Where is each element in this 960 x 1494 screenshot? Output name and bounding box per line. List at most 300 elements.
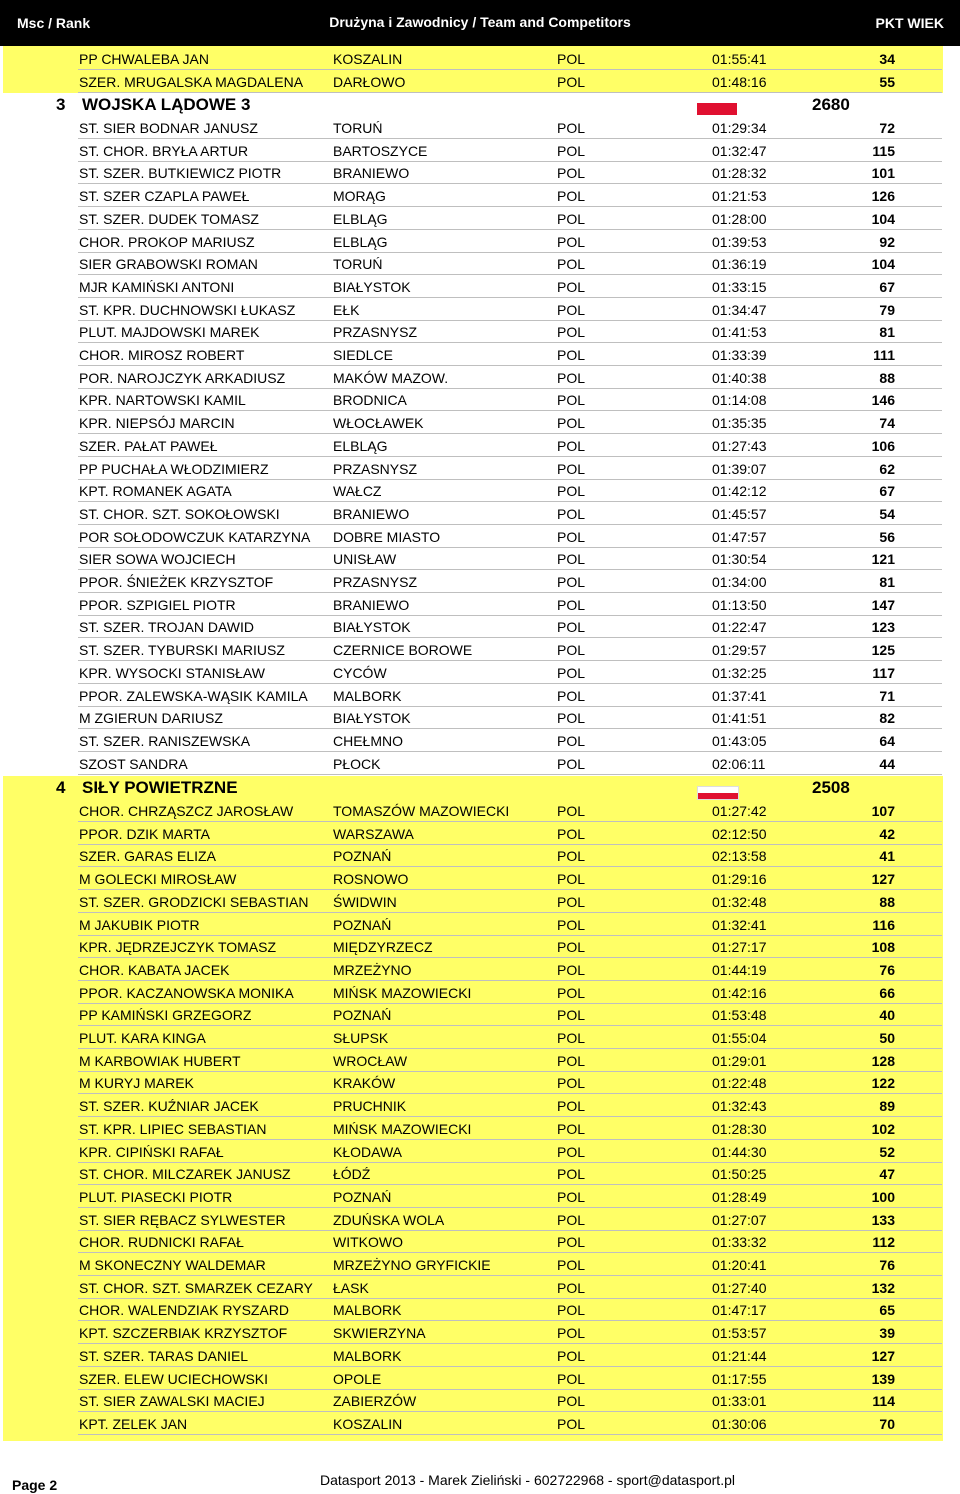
table-row	[0, 161, 960, 184]
competitor-nationality: POL	[557, 1302, 586, 1319]
table-row	[0, 1230, 960, 1253]
competitor-nationality: POL	[557, 142, 586, 159]
competitor-points: 34	[879, 51, 895, 67]
team-name: WOJSKA LĄDOWE 3	[82, 95, 251, 114]
competitor-city: ZABIERZÓW	[333, 1393, 417, 1410]
table-row	[0, 570, 960, 593]
table-row	[0, 388, 960, 411]
competitor-nationality: POL	[557, 437, 586, 454]
table-row	[0, 502, 960, 525]
competitor-name: PPOR. SZPIGIEL PIOTR	[79, 596, 236, 613]
table-row	[0, 1367, 960, 1390]
table-row	[0, 70, 960, 93]
competitor-time: 01:32:43	[712, 1098, 767, 1115]
competitor-time: 01:32:47	[712, 142, 767, 159]
competitor-city: SKWIERZYNA	[333, 1325, 426, 1342]
table-row	[0, 1412, 960, 1435]
competitor-nationality: POL	[557, 893, 586, 910]
competitor-city: POZNAŃ	[333, 848, 392, 865]
competitor-time: 01:34:47	[712, 301, 767, 318]
competitor-time: 01:32:48	[712, 893, 767, 910]
table-row	[0, 1276, 960, 1299]
competitor-points: 114	[872, 1393, 895, 1410]
competitor-time: 01:29:57	[712, 642, 767, 659]
competitor-points: 70	[879, 1415, 895, 1432]
table-row	[0, 981, 960, 1004]
competitor-points: 67	[879, 483, 895, 500]
competitor-name: PPOR. ZALEWSKA-WĄSIK KAMILA	[79, 687, 308, 704]
competitor-nationality: POL	[557, 687, 586, 704]
competitor-points: 76	[879, 1257, 895, 1273]
competitor-time: 01:32:25	[712, 664, 767, 681]
competitor-nationality: POL	[557, 1098, 586, 1115]
competitor-city: TORUŃ	[333, 120, 383, 136]
competitor-name: POR SOŁODOWCZUK KATARZYNA	[79, 528, 311, 545]
competitor-city: KŁODAWA	[333, 1143, 402, 1160]
competitor-name: ST. SIER RĘBACZ SYLWESTER	[79, 1211, 286, 1228]
competitor-name: SZOST SANDRA	[79, 755, 188, 772]
competitor-name: PP KAMIŃSKI GRZEGORZ	[79, 1007, 252, 1024]
competitor-points: 101	[871, 165, 895, 182]
competitor-time: 01:55:04	[712, 1030, 767, 1046]
competitor-nationality: POL	[557, 1347, 586, 1364]
table-row	[0, 1253, 960, 1276]
competitor-points: 62	[879, 460, 895, 477]
competitor-nationality: POL	[557, 188, 586, 205]
competitor-points: 112	[872, 1234, 895, 1251]
competitor-points: 117	[872, 664, 895, 681]
table-row	[0, 1162, 960, 1185]
competitor-nationality: POL	[557, 755, 586, 772]
table-row	[0, 1071, 960, 1094]
competitor-points: 128	[871, 1052, 895, 1069]
competitor-city: MALBORK	[333, 1302, 402, 1319]
competitor-city: OPOLE	[333, 1370, 382, 1387]
competitor-city: BIAŁYSTOK	[333, 619, 411, 636]
competitor-city: KRAKÓW	[333, 1075, 396, 1092]
competitor-time: 01:33:15	[712, 278, 767, 295]
competitor-nationality: POL	[557, 916, 586, 933]
team-header	[0, 776, 960, 800]
competitor-city: CHEŁMNO	[333, 732, 404, 749]
competitor-time: 01:41:53	[712, 324, 767, 341]
competitor-time: 01:42:16	[712, 984, 767, 1001]
competitor-city: WARSZAWA	[333, 825, 414, 842]
table-row	[0, 1344, 960, 1367]
competitor-name: KPR. NARTOWSKI KAMIL	[79, 392, 246, 409]
competitor-name: ST. SZER. TYBURSKI MARIUSZ	[79, 642, 285, 659]
competitor-city: KOSZALIN	[333, 51, 403, 67]
table-row	[0, 1026, 960, 1049]
table-row	[0, 275, 960, 298]
competitor-name: CHOR. CHRZĄSZCZ JAROSŁAW	[79, 803, 294, 819]
competitor-nationality: POL	[557, 392, 586, 409]
competitor-city: BIAŁYSTOK	[333, 278, 411, 295]
competitor-points: 82	[879, 710, 895, 727]
competitor-city: BRODNICA	[333, 392, 407, 409]
table-row	[0, 207, 960, 230]
table-row	[0, 684, 960, 707]
competitor-city: UNISŁAW	[333, 551, 397, 568]
competitor-time: 01:13:50	[712, 596, 767, 613]
flag-icon	[697, 786, 739, 800]
competitor-time: 01:17:55	[712, 1370, 767, 1387]
competitor-city: MRZEŻYNO GRYFICKIE	[333, 1257, 491, 1273]
competitor-nationality: POL	[557, 505, 586, 522]
competitor-city: ELBLĄG	[333, 233, 388, 250]
competitor-time: 01:21:53	[712, 188, 767, 205]
competitor-nationality: POL	[557, 1143, 586, 1160]
competitor-nationality: POL	[557, 871, 586, 888]
table-row	[0, 479, 960, 502]
table-row	[0, 1117, 960, 1140]
competitor-nationality: POL	[557, 551, 586, 568]
table-row	[0, 1389, 960, 1412]
competitor-time: 01:27:07	[712, 1211, 767, 1228]
competitor-time: 01:36:19	[712, 256, 767, 273]
competitor-nationality: POL	[557, 1007, 586, 1024]
competitor-nationality: POL	[557, 1052, 586, 1069]
table-row	[0, 958, 960, 981]
competitor-nationality: POL	[557, 483, 586, 500]
competitor-city: CZERNICE BOROWE	[333, 642, 473, 659]
competitor-name: PLUT. MAJDOWSKI MAREK	[79, 324, 260, 341]
competitor-points: 106	[871, 437, 895, 454]
competitor-city: WITKOWO	[333, 1234, 403, 1251]
competitor-city: MIĘDZYRZECZ	[333, 939, 433, 956]
competitor-time: 01:43:05	[712, 732, 767, 749]
footer-credits: Datasport 2013 - Marek Zieliński - 602722968 - sport@datasport.pl	[320, 1472, 735, 1488]
competitor-points: 126	[871, 188, 895, 205]
competitor-points: 74	[879, 415, 895, 432]
competitor-time: 01:29:34	[712, 120, 767, 136]
competitor-name: KPR. WYSOCKI STANISŁAW	[79, 664, 265, 681]
competitor-time: 01:21:44	[712, 1347, 767, 1364]
table-row	[0, 890, 960, 913]
competitor-nationality: POL	[557, 596, 586, 613]
table-row	[0, 1185, 960, 1208]
competitor-name: M KARBOWIAK HUBERT	[79, 1052, 241, 1069]
competitor-name: PP CHWALEBA JAN	[79, 51, 209, 67]
competitor-city: MIŃSK MAZOWIECKI	[333, 984, 472, 1001]
competitor-nationality: POL	[557, 301, 586, 318]
competitor-city: WROCŁAW	[333, 1052, 408, 1069]
competitor-name: ST. SZER CZAPLA PAWEŁ	[79, 188, 250, 205]
competitor-nationality: POL	[557, 1370, 586, 1387]
table-row	[0, 47, 960, 70]
competitor-name: KPT. ROMANEK AGATA	[79, 483, 232, 500]
competitor-points: 76	[879, 961, 895, 978]
table-row	[0, 752, 960, 775]
competitor-city: CYCÓW	[333, 664, 387, 681]
table-row	[0, 638, 960, 661]
competitor-points: 40	[879, 1007, 895, 1024]
competitor-city: BRANIEWO	[333, 165, 410, 182]
competitor-points: 133	[871, 1211, 895, 1228]
competitor-time: 01:27:43	[712, 437, 767, 454]
competitor-name: POR. NAROJCZYK ARKADIUSZ	[79, 369, 286, 386]
competitor-city: BRANIEWO	[333, 596, 410, 613]
competitor-points: 107	[871, 803, 895, 819]
competitor-points: 88	[879, 369, 895, 386]
competitor-points: 64	[879, 732, 895, 749]
competitor-name: SZER. GARAS ELIZA	[79, 848, 216, 865]
competitor-nationality: POL	[557, 1075, 586, 1092]
row-divider	[78, 774, 942, 775]
competitor-time: 01:41:51	[712, 710, 767, 727]
page-title: Drużyna i Zawodnicy / Team and Competitors	[329, 14, 631, 30]
table-row	[0, 706, 960, 729]
competitor-time: 01:47:57	[712, 528, 767, 545]
table-row	[0, 913, 960, 936]
competitor-name: ST. KPR. DUCHNOWSKI ŁUKASZ	[79, 301, 296, 318]
competitor-name: M KURYJ MAREK	[79, 1075, 194, 1092]
table-row	[0, 343, 960, 366]
competitor-points: 72	[879, 120, 895, 136]
competitor-time: 01:39:53	[712, 233, 767, 250]
competitor-points: 102	[871, 1120, 895, 1137]
competitor-points: 56	[879, 528, 895, 545]
competitor-time: 02:06:11	[712, 755, 766, 772]
team-score: 2680	[812, 95, 850, 114]
table-row	[0, 799, 960, 822]
competitor-name: CHOR. PROKOP MARIUSZ	[79, 233, 255, 250]
competitor-name: PPOR. KACZANOWSKA MONIKA	[79, 984, 294, 1001]
competitor-nationality: POL	[557, 803, 586, 819]
competitor-points: 122	[871, 1075, 895, 1092]
competitor-name: ST. CHOR. SZT. SOKOŁOWSKI	[79, 505, 280, 522]
competitor-name: SZER. MRUGALSKA MAGDALENA	[79, 73, 304, 90]
competitor-city: PŁOCK	[333, 755, 381, 772]
competitor-points: 65	[879, 1302, 895, 1319]
competitor-time: 01:27:40	[712, 1279, 767, 1296]
competitor-city: MALBORK	[333, 1347, 402, 1364]
competitor-city: TORUŃ	[333, 256, 383, 273]
competitor-nationality: POL	[557, 825, 586, 842]
competitor-time: 02:12:50	[712, 825, 767, 842]
competitor-nationality: POL	[557, 460, 586, 477]
competitor-nationality: POL	[557, 984, 586, 1001]
competitor-nationality: POL	[557, 619, 586, 636]
competitor-name: ST. SZER. KUŹNIAR JACEK	[79, 1098, 259, 1115]
competitor-name: SIER GRABOWSKI ROMAN	[79, 256, 258, 273]
competitor-name: ST. SZER. TROJAN DAWID	[79, 619, 255, 636]
competitor-points: 115	[872, 142, 895, 159]
competitor-time: 01:33:01	[712, 1393, 767, 1410]
competitor-points: 71	[879, 687, 895, 704]
competitor-nationality: POL	[557, 664, 586, 681]
competitor-name: KPR. JĘDRZEJCZYK TOMASZ	[79, 939, 277, 956]
competitor-name: PLUT. KARA KINGA	[79, 1030, 206, 1046]
competitor-city: ŁASK	[333, 1279, 369, 1296]
rank-column-header: Msc / Rank	[17, 15, 91, 31]
competitor-points: 67	[879, 278, 895, 295]
competitor-name: ST. SZER. TARAS DANIEL	[79, 1347, 249, 1364]
competitor-city: EŁK	[333, 301, 360, 318]
competitor-nationality: POL	[557, 710, 586, 727]
competitor-time: 01:28:30	[712, 1120, 767, 1137]
competitor-points: 111	[873, 347, 895, 363]
competitor-points: 55	[879, 73, 895, 90]
table-row	[0, 1094, 960, 1117]
competitor-city: MALBORK	[333, 687, 402, 704]
table-row	[0, 729, 960, 752]
competitor-time: 01:29:16	[712, 871, 767, 888]
competitor-time: 01:28:49	[712, 1188, 767, 1205]
competitor-points: 42	[879, 825, 895, 842]
competitor-name: CHOR. RUDNICKI RAFAŁ	[79, 1234, 244, 1251]
competitor-time: 01:30:54	[712, 551, 767, 568]
competitor-points: 108	[871, 939, 895, 956]
competitor-time: 01:53:48	[712, 1007, 767, 1024]
table-row	[0, 411, 960, 434]
competitor-time: 01:42:12	[712, 483, 767, 500]
competitor-name: ST. SIER BODNAR JANUSZ	[79, 120, 258, 136]
table-row	[0, 661, 960, 684]
table-row	[0, 320, 960, 343]
page-header	[0, 0, 960, 46]
table-row	[0, 1298, 960, 1321]
table-row	[0, 1140, 960, 1163]
competitor-name: CHOR. MIROSZ ROBERT	[79, 347, 245, 363]
competitor-nationality: POL	[557, 233, 586, 250]
competitor-points: 116	[872, 916, 895, 933]
competitor-name: M SKONECZNY WALDEMAR	[79, 1257, 266, 1273]
competitor-time: 01:14:08	[712, 392, 767, 409]
competitor-time: 01:22:48	[712, 1075, 767, 1092]
team-header	[0, 93, 960, 117]
competitor-points: 104	[871, 256, 895, 273]
competitor-time: 01:27:17	[712, 939, 767, 956]
competitor-points: 41	[879, 848, 895, 865]
row-divider	[78, 1434, 942, 1435]
competitor-city: BRANIEWO	[333, 505, 410, 522]
competitor-time: 01:48:16	[712, 73, 767, 90]
competitor-city: PRZASNYSZ	[333, 460, 418, 477]
competitor-city: MAKÓW MAZOW.	[333, 369, 449, 386]
competitor-name: PLUT. PIASECKI PIOTR	[79, 1188, 233, 1205]
competitor-time: 01:28:00	[712, 210, 767, 227]
team-rank: 3	[56, 95, 66, 114]
competitor-name: SZER. PAŁAT PAWEŁ	[79, 437, 218, 454]
competitor-nationality: POL	[557, 1279, 586, 1296]
competitor-points: 123	[871, 619, 895, 636]
competitor-nationality: POL	[557, 347, 586, 363]
competitor-nationality: POL	[557, 1188, 586, 1205]
competitor-name: ST. CHOR. BRYŁA ARTUR	[79, 142, 249, 159]
table-row	[0, 935, 960, 958]
table-row	[0, 184, 960, 207]
competitor-nationality: POL	[557, 939, 586, 956]
competitor-nationality: POL	[557, 51, 586, 67]
competitor-points: 127	[871, 1347, 895, 1364]
table-row	[0, 547, 960, 570]
competitor-name: PPOR. DZIK MARTA	[79, 825, 210, 842]
competitor-city: POZNAŃ	[333, 916, 392, 933]
competitor-city: ŁÓDŹ	[333, 1166, 371, 1183]
competitor-city: MRZEŻYNO	[333, 961, 412, 978]
competitor-city: DOBRE MIASTO	[333, 528, 441, 545]
competitor-points: 92	[879, 233, 895, 250]
competitor-city: BIAŁYSTOK	[333, 710, 411, 727]
competitor-nationality: POL	[557, 415, 586, 432]
competitor-name: PP PUCHAŁA WŁODZIMIERZ	[79, 460, 269, 477]
competitor-city: DARŁOWO	[333, 73, 406, 90]
table-row	[0, 366, 960, 389]
competitor-name: ST. KPR. LIPIEC SEBASTIAN	[79, 1120, 267, 1137]
table-row	[0, 457, 960, 480]
competitor-name: M ZGIERUN DARIUSZ	[79, 710, 223, 727]
competitor-city: POZNAŃ	[333, 1188, 392, 1205]
competitor-city: SIEDLCE	[333, 347, 393, 363]
competitor-city: BARTOSZYCE	[333, 142, 428, 159]
competitor-points: 127	[871, 871, 895, 888]
competitor-time: 01:30:06	[712, 1415, 767, 1432]
competitor-name: SIER SOWA WOJCIECH	[79, 551, 236, 568]
competitor-nationality: POL	[557, 120, 586, 136]
competitor-city: PRZASNYSZ	[333, 324, 418, 341]
competitor-name: KPR. NIEPSÓJ MARCIN	[79, 415, 235, 432]
competitor-points: 39	[879, 1325, 895, 1342]
table-row	[0, 525, 960, 548]
competitor-name: CHOR. WALENDZIAK RYSZARD	[79, 1302, 290, 1319]
team-name: SIŁY POWIETRZNE	[82, 778, 238, 797]
competitor-time: 01:33:32	[712, 1234, 767, 1251]
competitor-city: PRZASNYSZ	[333, 574, 418, 590]
competitor-points: 50	[879, 1030, 895, 1046]
competitor-name: ST. CHOR. SZT. SMARZEK CEZARY	[79, 1279, 313, 1296]
competitor-name: KPT. ZELEK JAN	[79, 1415, 188, 1432]
table-row	[0, 116, 960, 139]
competitor-city: ZDUŃSKA WOLA	[333, 1211, 445, 1228]
points-column-header: PKT WIEK	[875, 15, 944, 31]
flag-icon	[697, 103, 737, 115]
competitor-time: 01:45:57	[712, 505, 767, 522]
competitor-points: 81	[879, 324, 895, 341]
team-score: 2508	[812, 778, 850, 797]
table-row	[0, 822, 960, 845]
competitor-nationality: POL	[557, 165, 586, 182]
competitor-time: 01:27:42	[712, 803, 767, 819]
competitor-nationality: POL	[557, 1030, 586, 1046]
competitor-time: 01:53:57	[712, 1325, 767, 1342]
competitor-nationality: POL	[557, 848, 586, 865]
competitor-city: WAŁCZ	[333, 483, 382, 500]
competitor-time: 01:28:32	[712, 165, 767, 182]
competitor-name: PPOR. ŚNIEŻEK KRZYSZTOF	[79, 574, 274, 590]
competitor-points: 88	[879, 893, 895, 910]
competitor-time: 02:13:58	[712, 848, 767, 865]
table-row	[0, 230, 960, 253]
competitor-points: 121	[871, 551, 895, 568]
competitor-nationality: POL	[557, 1415, 586, 1432]
competitor-points: 132	[871, 1279, 895, 1296]
competitor-time: 01:32:41	[712, 916, 767, 933]
table-row	[0, 298, 960, 321]
competitor-nationality: POL	[557, 324, 586, 341]
competitor-nationality: POL	[557, 961, 586, 978]
competitor-city: TOMASZÓW MAZOWIECKI	[333, 803, 510, 819]
competitor-points: 89	[879, 1098, 895, 1115]
competitor-nationality: POL	[557, 1257, 586, 1273]
competitor-nationality: POL	[557, 574, 586, 590]
competitor-time: 01:39:07	[712, 460, 767, 477]
competitor-points: 66	[879, 984, 895, 1001]
competitor-nationality: POL	[557, 210, 586, 227]
competitor-nationality: POL	[557, 528, 586, 545]
competitor-time: 01:29:01	[712, 1052, 767, 1069]
competitor-nationality: POL	[557, 732, 586, 749]
